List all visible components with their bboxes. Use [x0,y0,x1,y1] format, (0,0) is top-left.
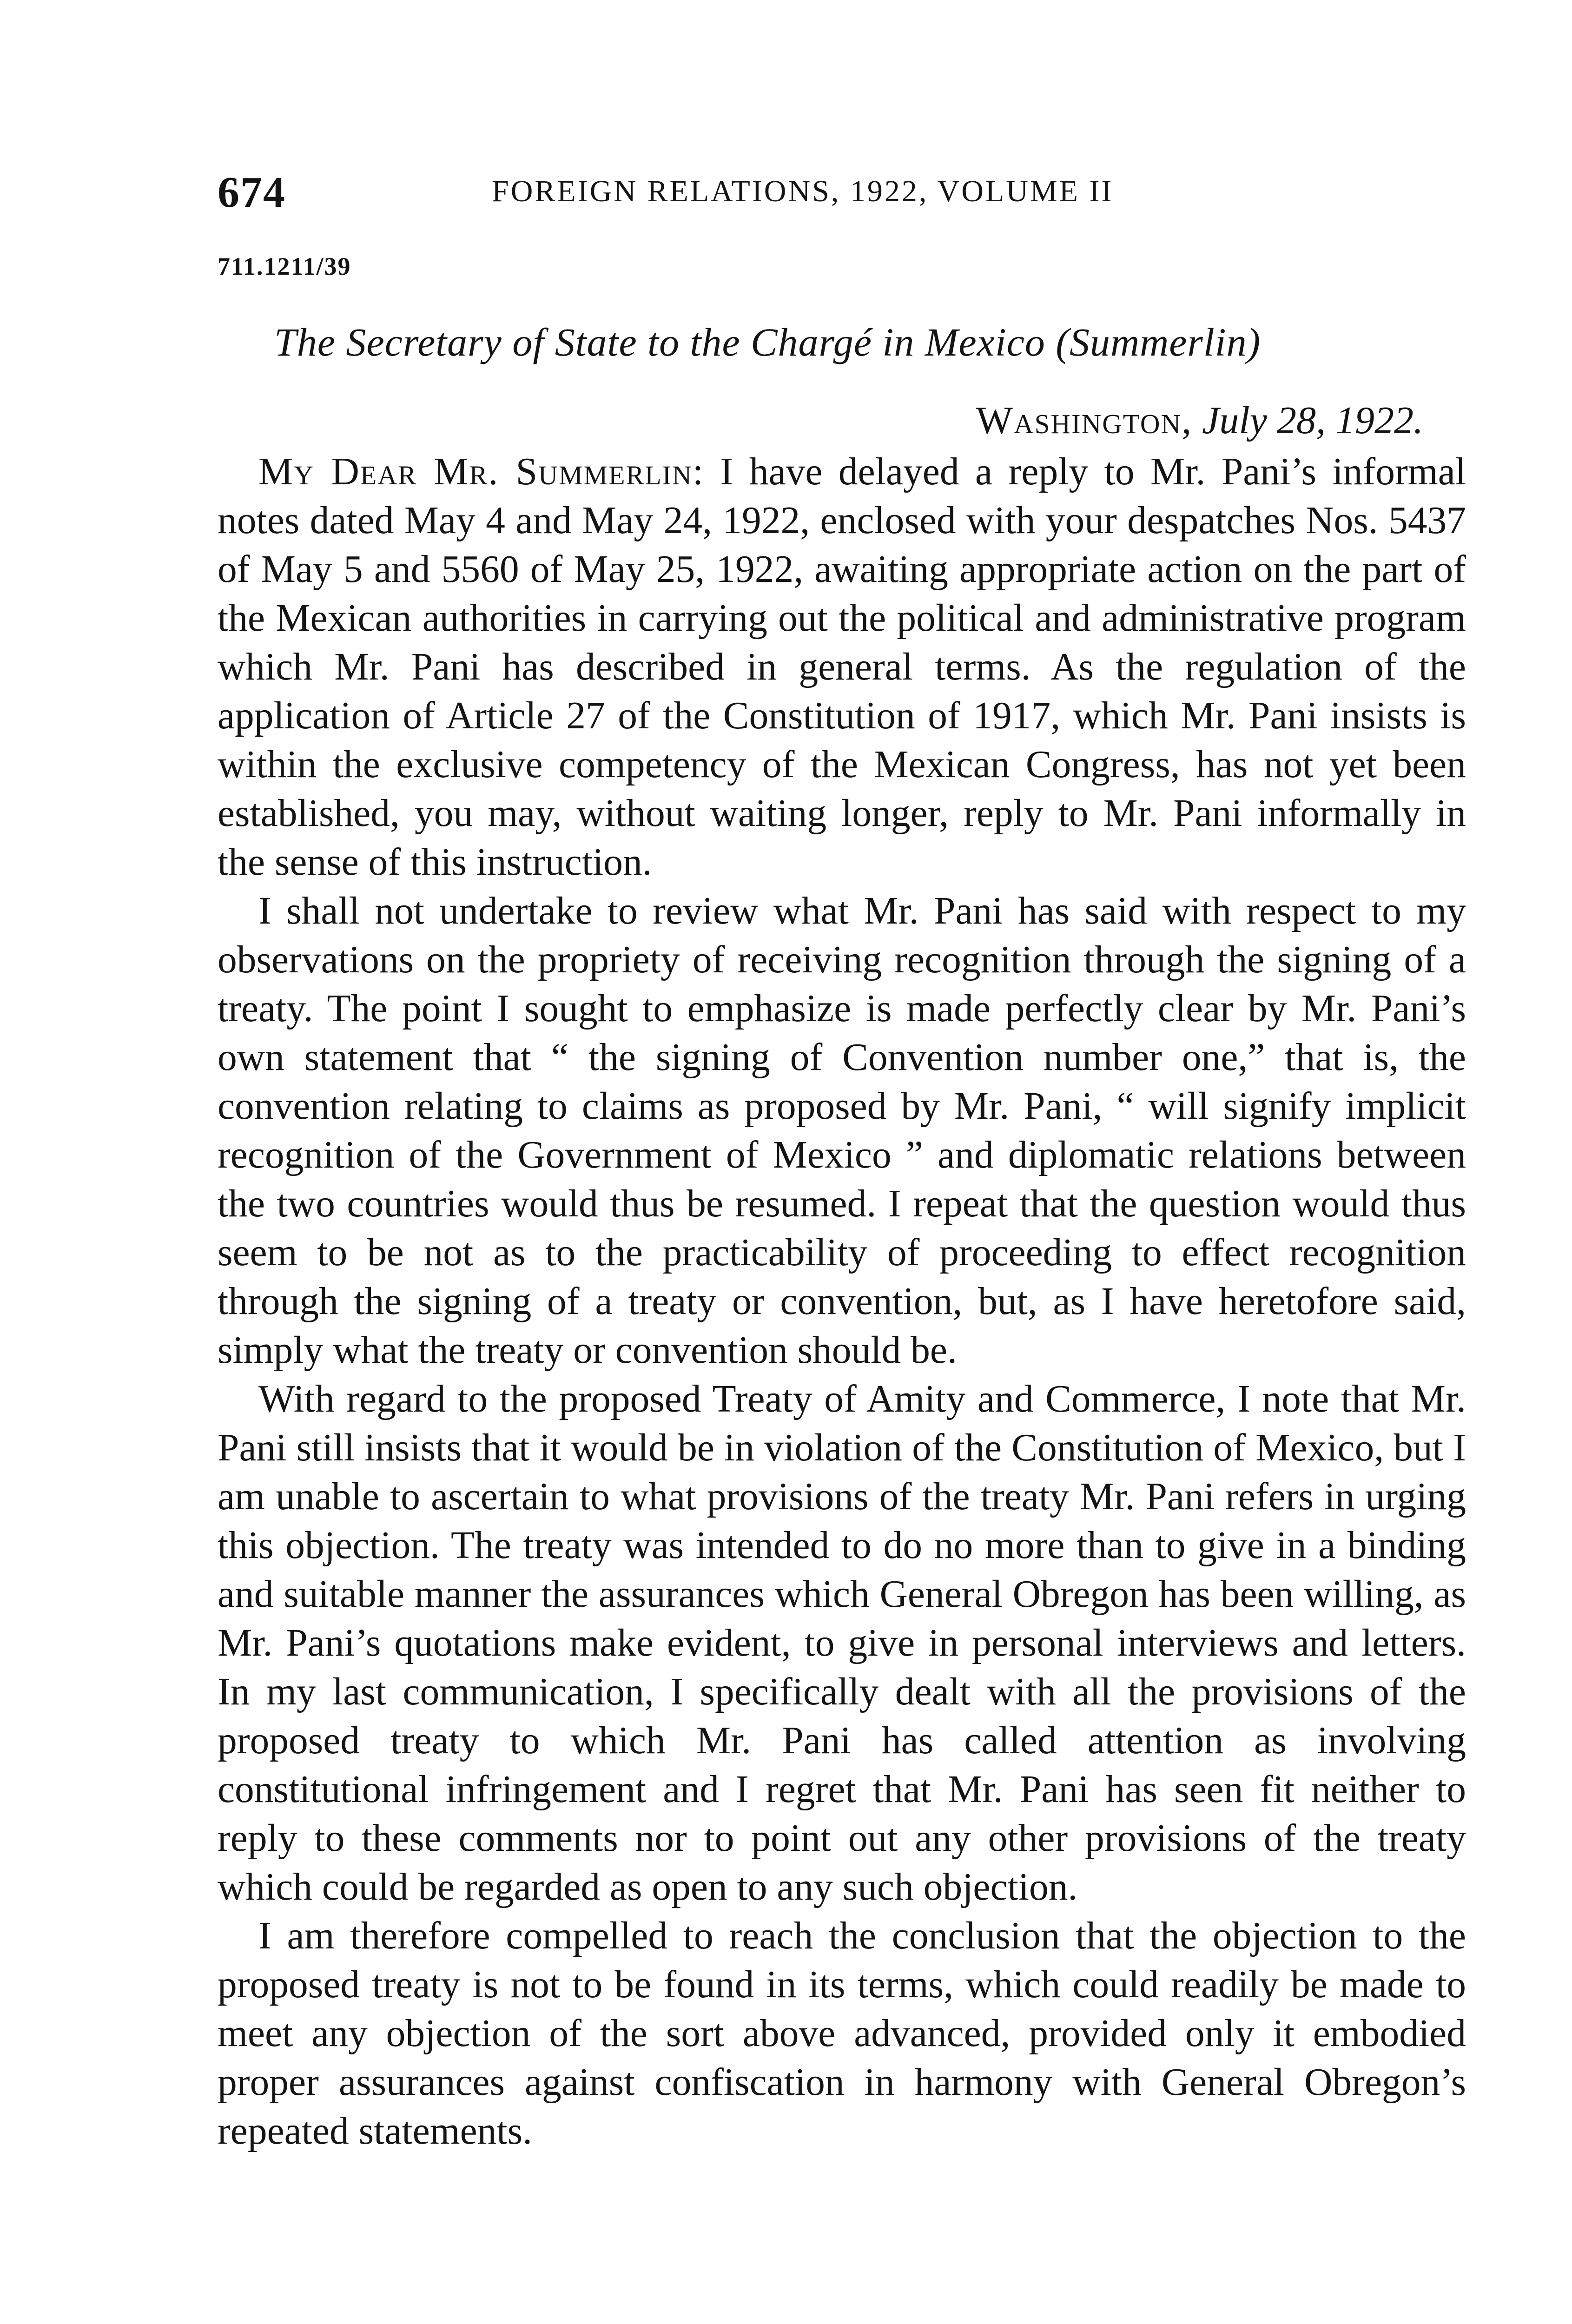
dateline-date: July 28, 1922. [1202,399,1423,442]
file-number: 711.1211/39 [218,252,351,280]
paragraph [218,448,1466,887]
running-header [218,167,1466,223]
page-number: 674 [218,168,286,217]
paragraph-text: I have delayed a reply to Mr. Pani’s informal notes dated May 4 and May 24, 1922, enclosed with your despatches Nos. 5437 of May 5 and 5560 of May 25, 1922, awaiting appropriate action on the part of the Mexican authorities in carrying out the political and administrative program which Mr. Pani has described in general terms. As the regulation of the application of Article 27 of the Constitution of 1917, which Mr. Pani insists is within the exclusive competency of the Mexican Congress, has not yet been established, you may, without waiting longer, reply to Mr. Pani informally in the sense of this instruction. [218,450,1466,884]
letter-body [218,448,1466,2156]
paragraph: I shall not undertake to review what Mr. Pani has said with respect to my observations on the propriety of receiving recognition through the signing of a treaty. The point I sought to emphasize is made perfectly clear by Mr. Pani’s own statement that “ the signing of Convention number one,” that is, the convention relating to claims as proposed by Mr. Pani, “ will signify implicit recognition of the Government of Mexico ” and diplomatic relations between the two countries would thus be resumed. I repeat that the question would thus seem to be not as to the practicability of proceeding to effect recognition through the signing of a treaty or convention, but, as I have heretofore said, simply what the treaty or convention should be. [218,890,1466,1372]
dateline-place: Washington, [976,399,1193,442]
paragraph: I am therefore compelled to reach the conclusion that the objection to the proposed treaty is not to be found in its terms, which could readily be made to meet any objection of the sort above advanced, provided only it embodied proper assurances against confiscation in harmony with General Obregon’s repeated statements. [218,1915,1466,2152]
paragraph: With regard to the proposed Treaty of Amity and Commerce, I note that Mr. Pani still insists that it would be in violation of the Constitution of Mexico, but I am unable to ascertain to what provisions of the treaty Mr. Pani refers in urging this objection. The treaty was intended to do no more than to give in a binding and suitable manner the assurances which General Obregon has been willing, as Mr. Pani’s quotations make evident, to give in personal interviews and letters. In my last communication, I specifically dealt with all the provisions of the proposed treaty to which Mr. Pani has called attention as involving constitutional infringement and I regret that Mr. Pani has seen fit neither to reply to these comments nor to point out any other provisions of the treaty which could be regarded as open to any such objection. [218,1378,1466,1908]
salutation: My Dear Mr. Summerlin: [258,450,705,493]
document-page [218,167,1466,2156]
running-title: FOREIGN RELATIONS, 1922, VOLUME II [492,174,1114,208]
document-title: The Secretary of State to the Chargé in Mexico (Summerlin) [274,320,1261,364]
dateline [218,398,1466,443]
